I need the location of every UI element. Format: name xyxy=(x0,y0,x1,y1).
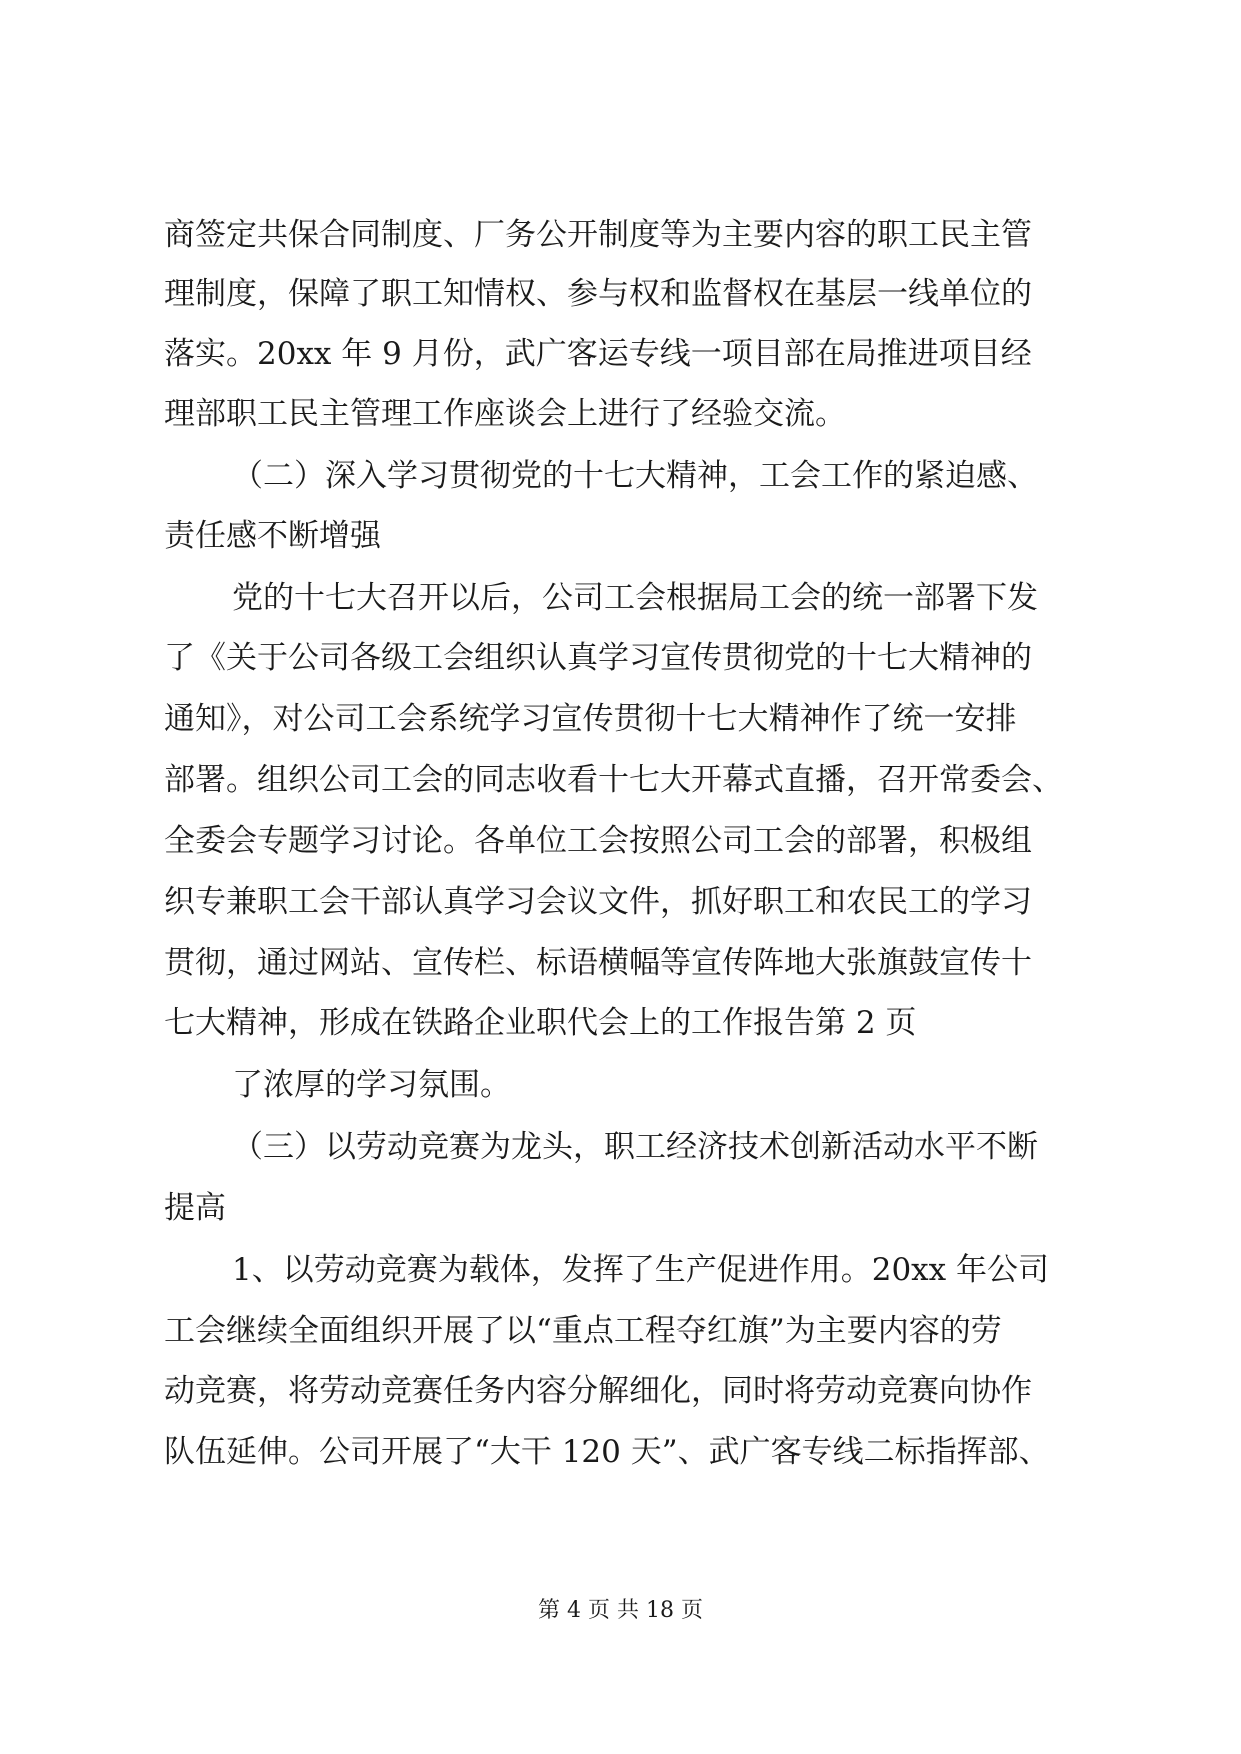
section-heading-line: 提高 xyxy=(164,1190,226,1226)
section-heading-line: （三）以劳动竞赛为龙头，职工经济技术创新活动水平不断 xyxy=(232,1129,1038,1165)
body-line: 全委会专题学习讨论。各单位工会按照公司工会的部署，积极组 xyxy=(164,823,1032,859)
body-line: 了《关于公司各级工会组织认真学习宣传贯彻党的十七大精神的 xyxy=(164,640,1032,676)
body-line: 工会继续全面组织开展了以“重点工程夺红旗”为主要内容的劳 xyxy=(164,1313,1002,1349)
section-heading-line: （二）深入学习贯彻党的十七大精神，工会工作的紧迫感、 xyxy=(232,458,1038,494)
body-line: 贯彻，通过网站、宣传栏、标语横幅等宣传阵地大张旗鼓宣传十 xyxy=(164,945,1032,981)
body-line: 通知》，对公司工会系统学习宣传贯彻十七大精神作了统一安排 xyxy=(164,701,1017,737)
body-line: 商签定共保合同制度、厂务公开制度等为主要内容的职工民主管 xyxy=(164,217,1032,253)
body-line: 织专兼职工会干部认真学习会议文件，抓好职工和农民工的学习 xyxy=(164,884,1032,920)
body-line: 落实。20xx 年 9 月份，武广客运专线一项目部在局推进项目经 xyxy=(164,336,1032,372)
body-line: 党的十七大召开以后，公司工会根据局工会的统一部署下发 xyxy=(232,580,1038,616)
body-line: 队伍延伸。公司开展了“大干 120 天”、武广客专线二标指挥部、 xyxy=(164,1434,1050,1470)
body-line: 1、以劳动竞赛为载体，发挥了生产促进作用。20xx 年公司 xyxy=(232,1252,1049,1288)
body-line: 部署。组织公司工会的同志收看十七大开幕式直播，召开常委会、 xyxy=(164,762,1063,798)
body-line: 七大精神，形成在铁路企业职代会上的工作报告第 2 页 xyxy=(164,1005,917,1041)
body-line: 了浓厚的学习氛围。 xyxy=(232,1067,511,1103)
body-line: 动竞赛，将劳动竞赛任务内容分解细化，同时将劳动竞赛向协作 xyxy=(164,1373,1032,1409)
body-line: 理制度，保障了职工知情权、参与权和监督权在基层一线单位的 xyxy=(164,276,1032,312)
page-number-footer: 第 4 页 共 18 页 xyxy=(538,1598,703,1623)
section-heading-line: 责任感不断增强 xyxy=(164,518,381,554)
body-line: 理部职工民主管理工作座谈会上进行了经验交流。 xyxy=(164,396,846,432)
